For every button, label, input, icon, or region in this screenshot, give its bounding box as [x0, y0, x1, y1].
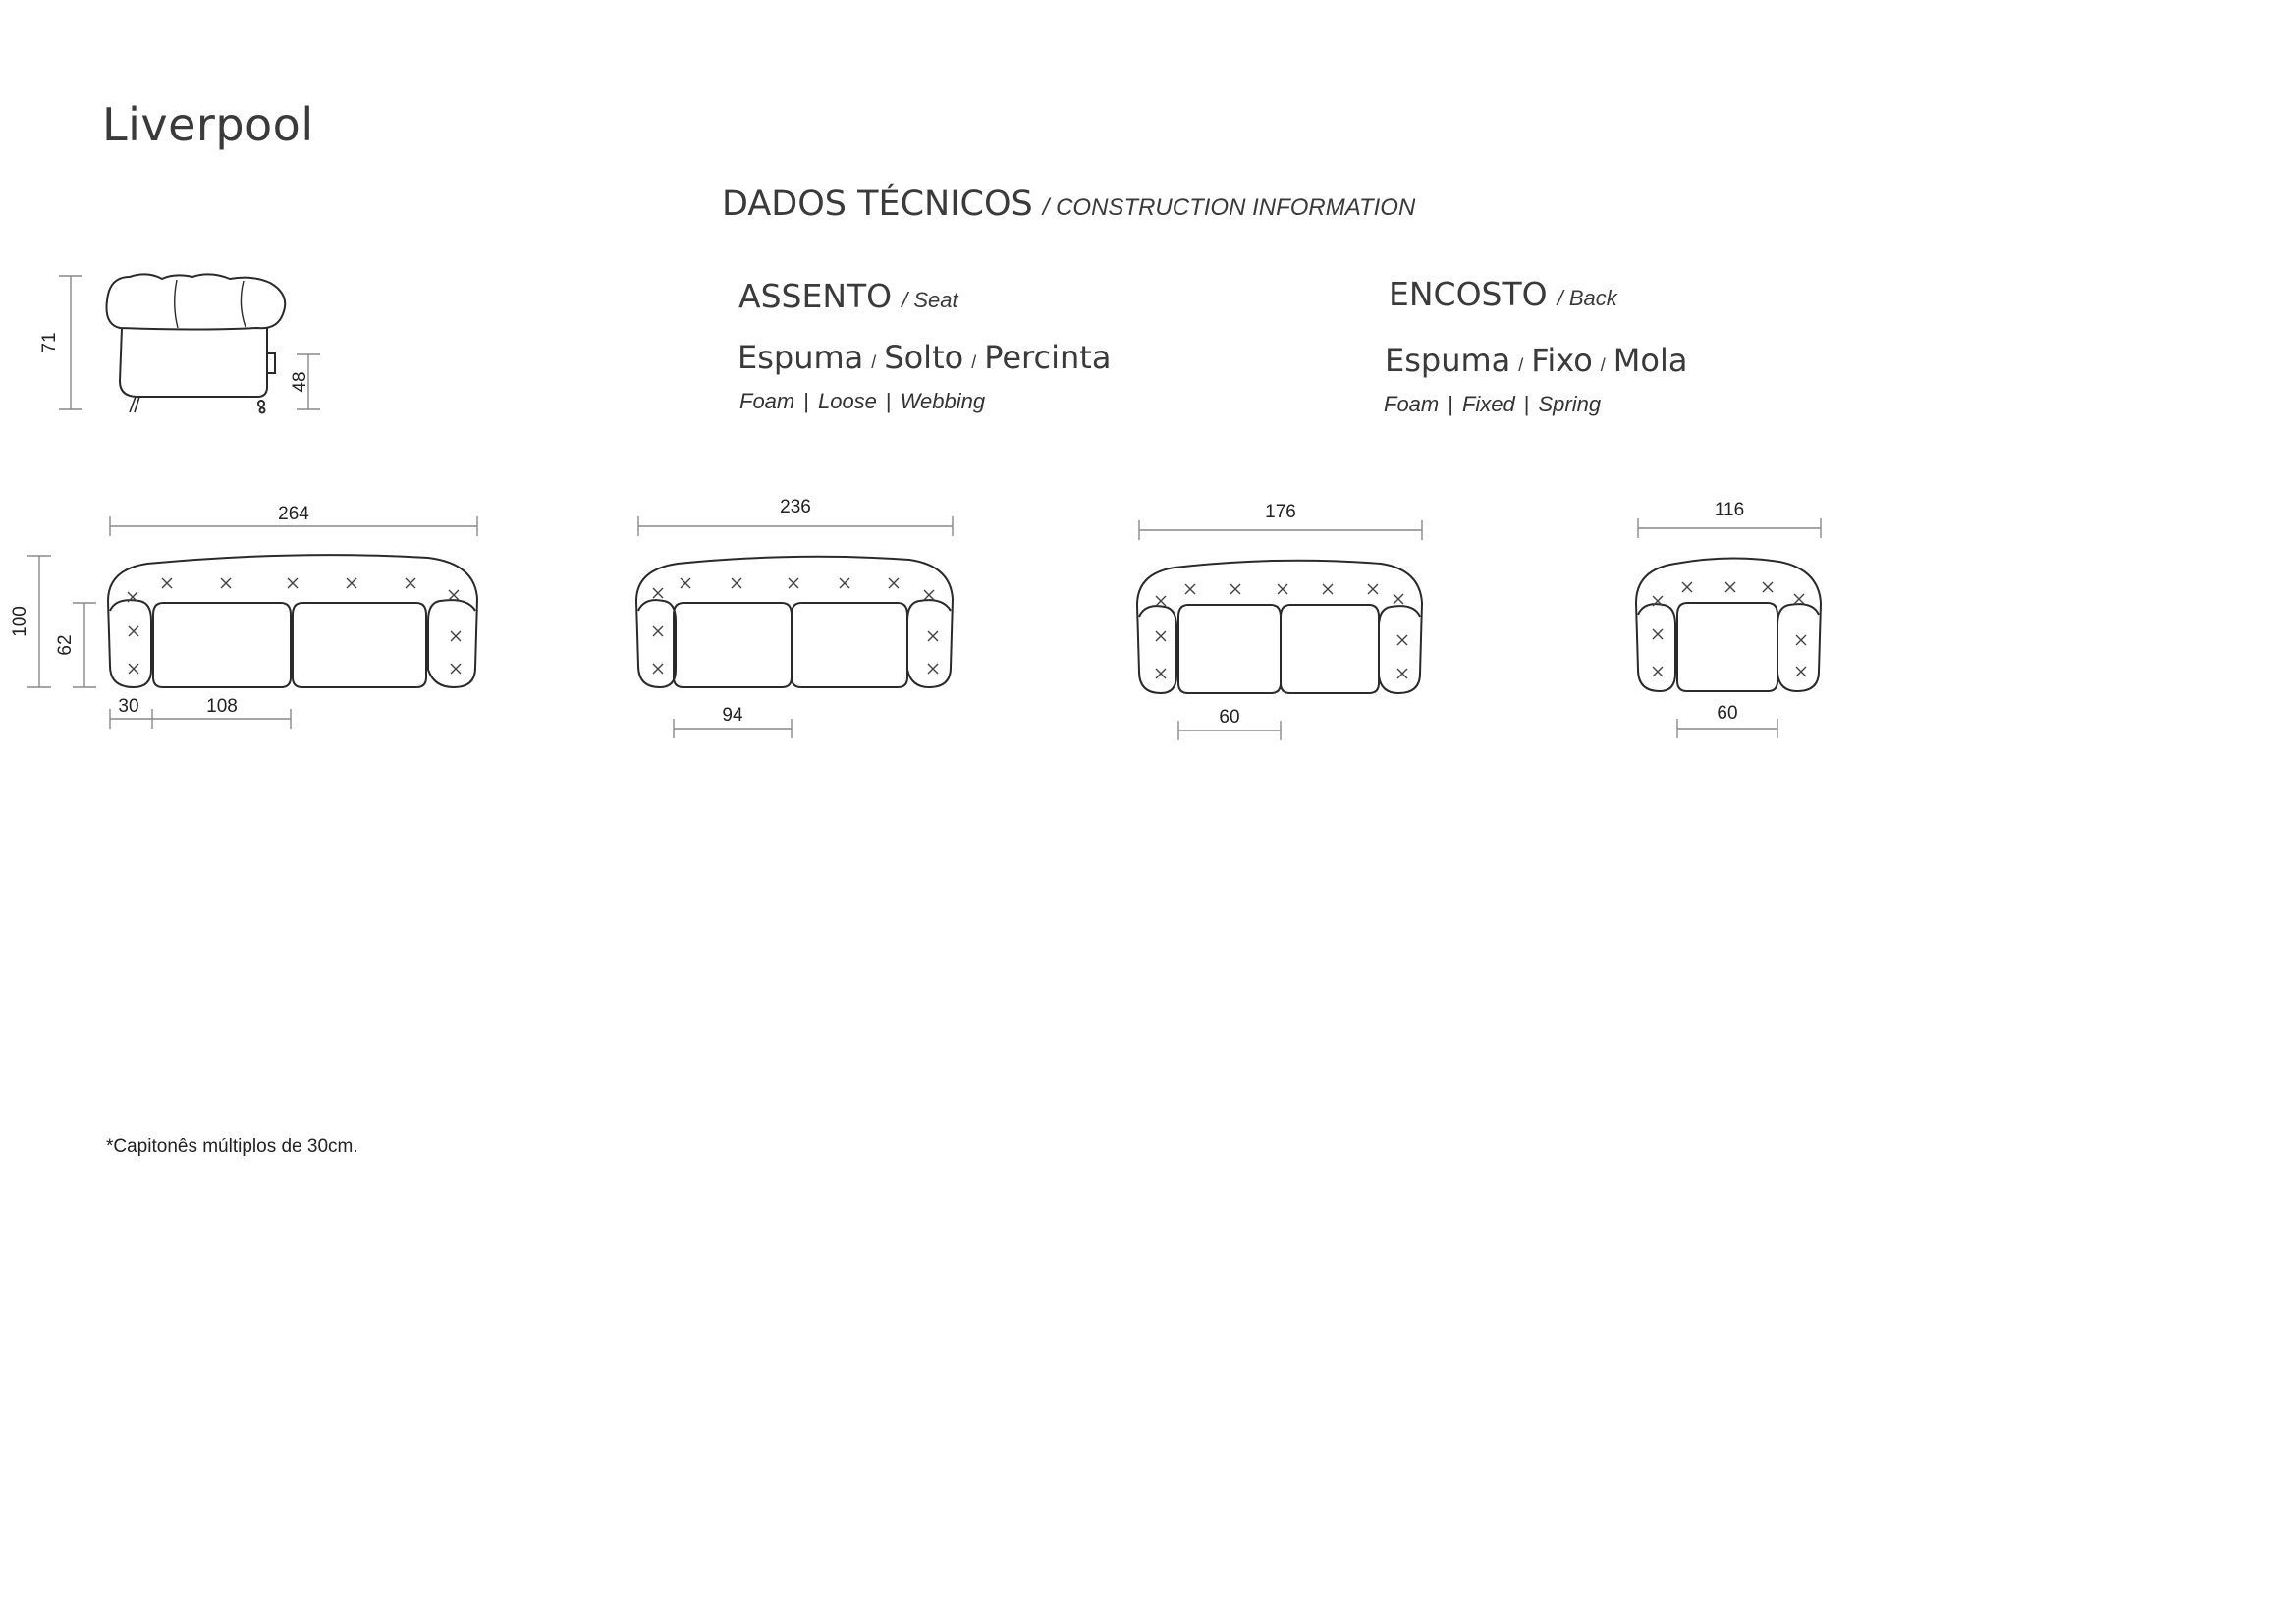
- separator: /: [1518, 355, 1524, 375]
- separator: /: [871, 352, 877, 372]
- seat-en-foam: Foam: [739, 389, 795, 413]
- dim-width-176: 176: [1265, 502, 1296, 522]
- back-sub: / Back: [1557, 286, 1617, 310]
- dim-seat-depth-62: 62: [55, 634, 76, 656]
- separator: /: [971, 352, 977, 372]
- seat-title: ASSENTO: [738, 277, 893, 315]
- side-view-drawing: [107, 274, 286, 412]
- back-pt-fixed: Fixo: [1531, 342, 1593, 379]
- back-en-foam: Foam: [1384, 392, 1440, 416]
- separator: |: [1523, 392, 1530, 416]
- plan-116-drawing: [1636, 558, 1821, 691]
- seat-pt-loose: Solto: [884, 339, 964, 376]
- back-pt-foam: Espuma: [1385, 342, 1511, 379]
- plan-264-drawing: [108, 555, 477, 687]
- back-pt-spring: Mola: [1613, 342, 1688, 379]
- separator: |: [885, 389, 892, 413]
- separator: |: [1448, 392, 1453, 416]
- plan-264-dimensions: [27, 516, 477, 729]
- plan-236-drawing: [636, 557, 953, 687]
- separator: |: [803, 389, 809, 413]
- side-view-dimensions: [59, 276, 320, 409]
- dim-arm-30: 30: [118, 696, 139, 717]
- plan-236-dimensions: [638, 516, 953, 738]
- seat-pt-webbing: Percinta: [984, 339, 1112, 376]
- dim-cushion-60: 60: [1717, 703, 1738, 724]
- seat-sub: / Seat: [902, 288, 958, 312]
- dim-width-264: 264: [278, 504, 309, 524]
- dim-height-seat: 48: [290, 371, 310, 393]
- dim-width-116: 116: [1714, 500, 1745, 520]
- back-title: ENCOSTO: [1389, 275, 1548, 313]
- dim-cushion-60: 60: [1219, 707, 1240, 728]
- heading-main: DADOS TÉCNICOS: [722, 185, 1033, 224]
- separator: /: [1600, 355, 1606, 375]
- plan-236-tufting: [653, 578, 938, 674]
- seat-pt-foam: Espuma: [738, 339, 864, 376]
- back-en-spring: Spring: [1538, 392, 1602, 416]
- dim-width-236: 236: [780, 497, 811, 517]
- heading-sub: / CONSTRUCTION INFORMATION: [1042, 194, 1416, 221]
- plan-264-tufting: [128, 578, 461, 674]
- dim-cushion-94: 94: [722, 705, 743, 726]
- page-title: Liverpool: [102, 98, 314, 151]
- plan-176-drawing: [1137, 561, 1422, 693]
- dim-depth-100: 100: [10, 606, 30, 637]
- seat-en-webbing: Webbing: [900, 389, 986, 413]
- footnote: *Capitonês múltiplos de 30cm.: [106, 1136, 358, 1157]
- dim-height-total: 71: [39, 332, 60, 353]
- dim-cushion-108: 108: [206, 696, 238, 717]
- back-en-fixed: Fixed: [1461, 392, 1515, 416]
- seat-en-loose: Loose: [817, 389, 877, 413]
